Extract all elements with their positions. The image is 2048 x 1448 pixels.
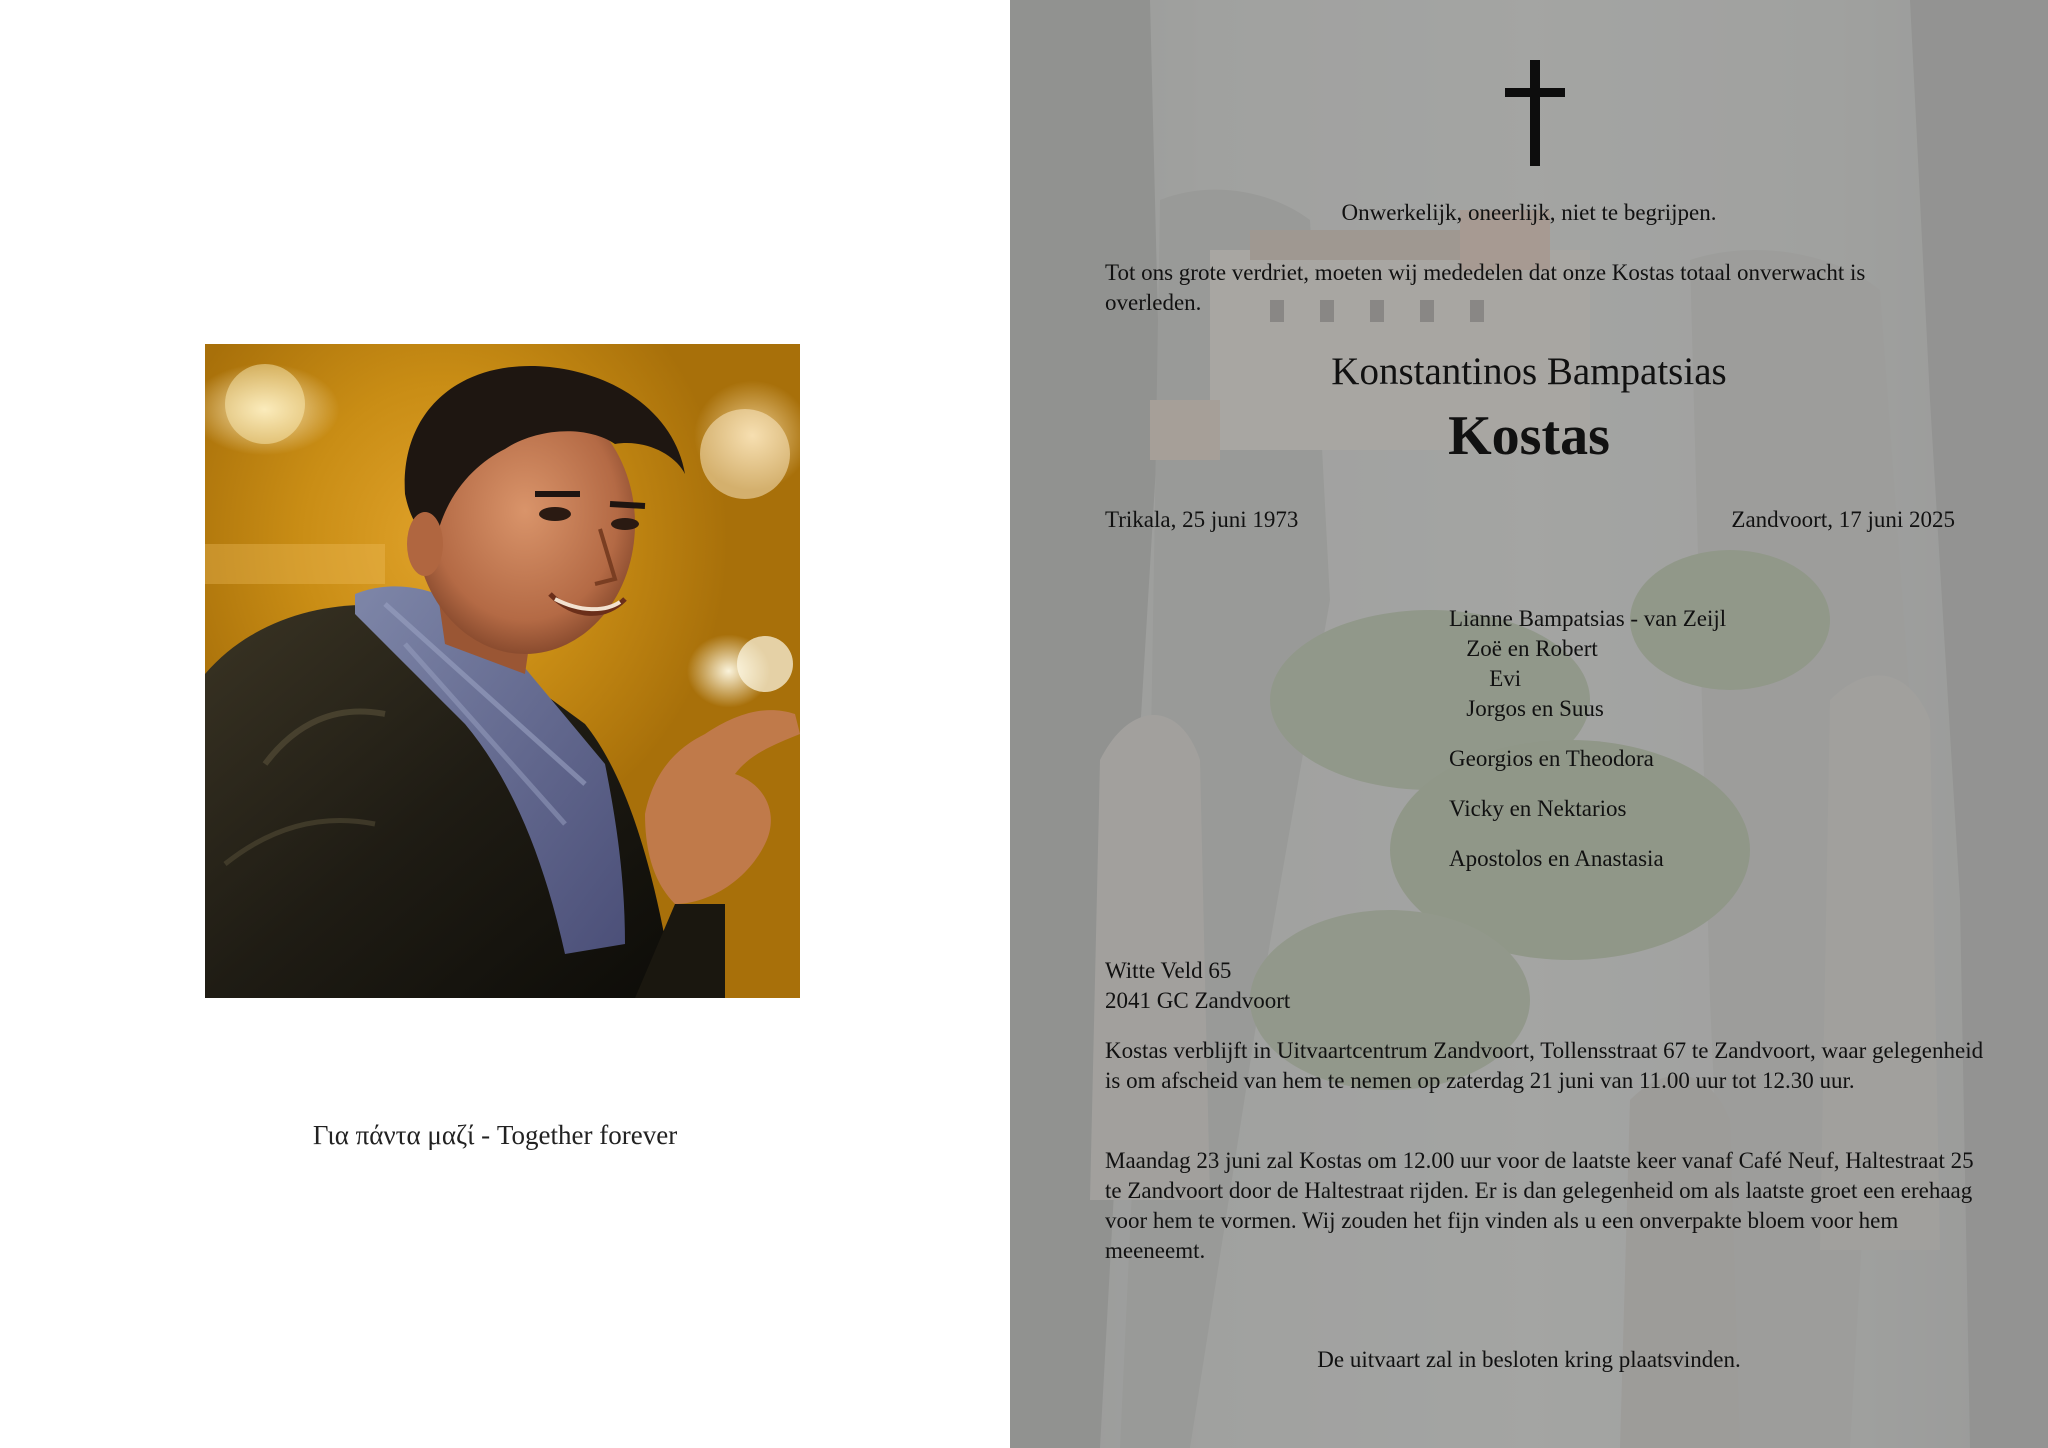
closing-line: De uitvaart zal in besloten kring plaatsvinden. [1317,1347,1741,1372]
address-street: Witte Veld 65 [1105,958,1232,983]
photo-caption: Για πάντα μαζί - Together forever [312,1120,678,1150]
family-member: Zoë en Robert [1449,636,1598,661]
full-name: Konstantinos Bampatsias [1331,350,1727,393]
right-page [1010,0,2048,1448]
portrait-photo [205,344,800,998]
birth-place-date: Trikala, 25 juni 1973 [1105,507,1299,532]
family-member: Georgios en Theodora [1449,746,1654,771]
home-address [1105,956,1290,1016]
family-member: Vicky en Nektarios [1449,796,1627,821]
latin-cross-icon [1505,60,1565,166]
portrait-illustration [205,344,800,998]
family-member: Jorgos en Suus [1449,696,1604,721]
family-member: Evi [1449,666,1522,691]
left-page [0,0,1010,1448]
announcement-text [1010,0,2048,1448]
family-member: Lianne Bampatsias - van Zeijl [1449,606,1727,631]
call-name: Kostas [1448,405,1610,467]
opening-line: Onwerkelijk, oneerlijk, niet te begrijpen. [1341,200,1717,225]
address-city: 2041 GC Zandvoort [1105,988,1291,1013]
viewing-paragraph: Kostas verblijft in Uitvaartcentrum Zandvoort, Tollensstraat 67 te Zandvoort, waar gelegenheid is om afscheid van hem te nemen op zaterdag 21 juni van 11.00 uur tot 12.30 uur. [1105,1038,1984,1093]
intro-paragraph: Tot ons grote verdriet, moeten wij mededelen dat onze Kostas totaal onverwacht is overleden. [1105,260,1866,315]
procession-paragraph: Maandag 23 juni zal Kostas om 12.00 uur voor de laatste keer vanaf Café Neuf, Haltestraat 25 te Zandvoort door de Haltestraat rijden. Er is dan gelegenheid om als laatste groet een erehaag voor hem te vormen. Wij zouden het fijn vinden als u een onverpakte bloem voor hem meeneemt. [1105,1148,1974,1263]
family-member: Apostolos en Anastasia [1449,846,1664,871]
death-place-date: Zandvoort, 17 juni 2025 [1731,507,1955,532]
